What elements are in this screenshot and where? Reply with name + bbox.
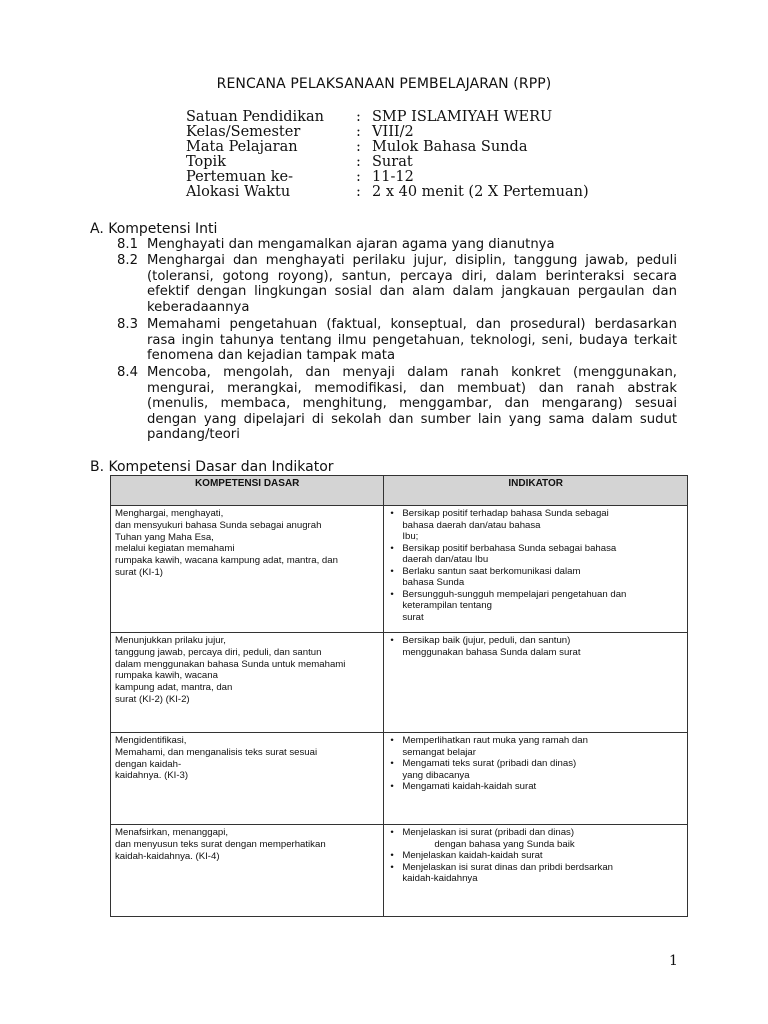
meta-row-topik [186, 155, 626, 170]
bullet-icon: • [390, 588, 394, 600]
ki-item [117, 237, 677, 253]
indicator-line: Menjelaskan kaidah-kaidah surat [402, 850, 543, 861]
kd-line: tanggung jawab, percaya diri, peduli, dan santun [115, 646, 322, 658]
kd-line: Menafsirkan, menanggapi, [115, 827, 229, 838]
meta-label: Mata Pelajaran [186, 139, 298, 155]
ki-number: 8.4 [117, 365, 138, 380]
table-header-row [111, 476, 688, 506]
kd-line: surat (KI-2) (KI-2) [115, 693, 190, 705]
ki-text: Mencoba, mengolah, dan menyaji dalam ranah konkret (menggunakan, mengurai, merangkai, memodifikasi, dan membuat) dan ranah abstrak (menulis, membaca, menghitung, menggambar, dan mengarang) sesuai dengan yang dipelajari di sekolah dan sumber lain yang sama dalam sudut pandang/teori [147, 365, 677, 443]
bullet-icon: • [390, 542, 394, 554]
indicator-line: daerah dan/atau Ibu [402, 554, 489, 565]
indicator-line: bahasa Sunda [402, 577, 465, 588]
ki-item [117, 253, 677, 315]
meta-value: 11-12 [372, 169, 414, 185]
meta-row-mapel [186, 140, 626, 155]
indicator-line: Bersikap positif berbahasa Sunda sebagai bahasa [402, 542, 617, 554]
indicator-line: menggunakan bahasa Sunda dalam surat [402, 646, 581, 658]
indicator-cell [384, 633, 688, 733]
document-title: RENCANA PELAKSANAAN PEMBELAJARAN (RPP) [216, 76, 552, 92]
indicator-item [390, 566, 681, 589]
indicator-line: semangat belajar [402, 746, 476, 758]
indicator-line: Bersungguh-sungguh mempelajari pengetahuan dan [402, 588, 627, 600]
indicator-line: keterampilan tentang [402, 600, 492, 611]
meta-colon: : [356, 124, 361, 140]
indicator-line: Ibu; [402, 531, 419, 542]
bullet-icon: • [390, 565, 394, 577]
indicator-cell [384, 825, 688, 917]
meta-value: SMP ISLAMIYAH WERU [372, 109, 553, 125]
indicator-line: dengan bahasa yang Sunda baik [402, 838, 575, 850]
meta-row-kelas [186, 125, 626, 140]
table-row [111, 825, 688, 917]
bullet-icon: • [390, 850, 394, 861]
kd-line: dengan kaidah- [115, 758, 182, 770]
kd-line: melalui kegiatan memahami [115, 543, 235, 555]
meta-colon: : [356, 139, 361, 155]
bullet-icon: • [390, 781, 394, 792]
table-row [111, 733, 688, 825]
ki-item [117, 365, 677, 443]
indicator-item [390, 758, 681, 781]
indicator-line: Memperlihatkan raut muka yang ramah dan [402, 735, 588, 746]
kd-line: dan menyusun teks surat dengan memperhatikan [115, 838, 326, 850]
kd-cell [111, 733, 384, 825]
kd-line: kampung adat, mantra, dan [115, 682, 233, 694]
indicator-line: yang dibacanya [402, 769, 470, 781]
ki-text: Menghargai dan menghayati perilaku jujur, disiplin, tanggung jawab, peduli (toleransi, gotong royong), santun, percaya diri, dalam berinteraksi secara efektif dengan lingkungan sosial dan alam dalam jangkauan pergaulan dan keberadaannya [147, 253, 677, 315]
meta-row-alokasi [186, 185, 626, 200]
bullet-icon: • [390, 861, 394, 873]
indicator-line: Mengamati kaidah-kaidah surat [402, 781, 537, 792]
bullet-icon: • [390, 735, 394, 746]
meta-label: Pertemuan ke- [186, 169, 293, 185]
bullet-icon: • [390, 758, 394, 769]
table-row [111, 633, 688, 733]
kd-line: Menunjukkan prilaku jujur, [115, 635, 226, 646]
meta-row-pertemuan [186, 170, 626, 185]
ki-text: Menghayati dan mengamalkan ajaran agama yang dianutnya [147, 237, 555, 252]
kd-line: Tuhan yang Maha Esa, [115, 531, 214, 543]
bullet-icon: • [390, 508, 394, 519]
kd-line: rumpaka kawih, wacana kampung adat, mantra, dan [115, 555, 338, 567]
kd-line: kaidahnya. (KI-3) [115, 770, 189, 782]
kd-line: Memahami, dan menganalisis teks surat sesuai [115, 746, 318, 758]
indicator-cell [384, 506, 688, 633]
kd-line: kaidah-kaidahnya. (KI-4) [115, 850, 220, 862]
ki-number: 8.3 [117, 317, 138, 332]
meta-colon: : [356, 169, 361, 185]
kd-cell [111, 825, 384, 917]
meta-value: Mulok Bahasa Sunda [372, 139, 528, 155]
indicator-item [390, 589, 681, 624]
meta-value: Surat [372, 154, 413, 170]
meta-colon: : [356, 109, 361, 125]
indicator-item [390, 543, 681, 566]
indicator-line: Menjelaskan isi surat dinas dan pribdi berdsarkan [402, 861, 613, 873]
competency-table [110, 475, 688, 917]
meta-value: VIII/2 [372, 124, 414, 140]
meta-value: 2 x 40 menit (2 X Pertemuan) [372, 184, 589, 200]
ki-item [117, 317, 677, 364]
column-header-indikator: INDIKATOR [384, 476, 688, 506]
indicator-item [390, 508, 681, 543]
kd-line: dalam menggunakan bahasa Sunda untuk memahami [115, 658, 346, 670]
identity-block [186, 110, 626, 200]
kd-line: dan mensyukuri bahasa Sunda sebagai anugrah [115, 519, 322, 531]
indicator-line: Bersikap baik (jujur, peduli, dan santun) [402, 635, 571, 646]
indicator-item [390, 850, 681, 862]
kd-line: rumpaka kawih, wacana [115, 670, 218, 682]
kd-cell [111, 506, 384, 633]
section-b-heading: B. Kompetensi Dasar dan Indikator [90, 459, 334, 475]
column-header-kd: KOMPETENSI DASAR [111, 476, 384, 506]
indicator-item [390, 781, 681, 793]
indicator-line: bahasa daerah dan/atau bahasa [402, 519, 541, 531]
kd-cell [111, 633, 384, 733]
meta-label: Kelas/Semester [186, 124, 301, 140]
meta-colon: : [356, 184, 361, 200]
kd-line: Mengidentifikasi, [115, 735, 187, 746]
table-row [111, 506, 688, 633]
page-number: 1 [669, 953, 678, 969]
meta-row-satuan [186, 110, 626, 125]
indicator-cell [384, 733, 688, 825]
kd-line: Menghargai, menghayati, [115, 508, 224, 519]
indicator-line: Mengamati teks surat (pribadi dan dinas) [402, 758, 577, 769]
indicator-line: surat [402, 611, 424, 623]
ki-text: Memahami pengetahuan (faktual, konseptual, dan prosedural) berdasarkan rasa ingin tahunya tentang ilmu pengetahuan, teknologi, seni, budaya terkait fenomena dan kejadian tampak mata [147, 317, 677, 364]
indicator-item [390, 827, 681, 850]
indicator-line: Menjelaskan isi surat (pribadi dan dinas) [402, 827, 575, 838]
meta-colon: : [356, 154, 361, 170]
indicator-line: Berlaku santun saat berkomunikasi dalam [402, 565, 581, 577]
indicator-item [390, 735, 681, 758]
meta-label: Topik [186, 154, 226, 170]
meta-label: Alokasi Waktu [186, 184, 291, 200]
bullet-icon: • [390, 827, 394, 838]
indicator-item [390, 862, 681, 885]
meta-label: Satuan Pendidikan [186, 109, 324, 125]
indicator-line: kaidah-kaidahnya [402, 873, 478, 884]
section-a-heading: A. Kompetensi Inti [90, 221, 218, 237]
kd-line: surat (KI-1) [115, 566, 163, 578]
ki-number: 8.2 [117, 253, 138, 268]
bullet-icon: • [390, 635, 394, 646]
indicator-line: Bersikap positif terhadap bahasa Sunda sebagai [402, 508, 609, 519]
indicator-item [390, 635, 681, 658]
ki-number: 8.1 [117, 237, 138, 252]
